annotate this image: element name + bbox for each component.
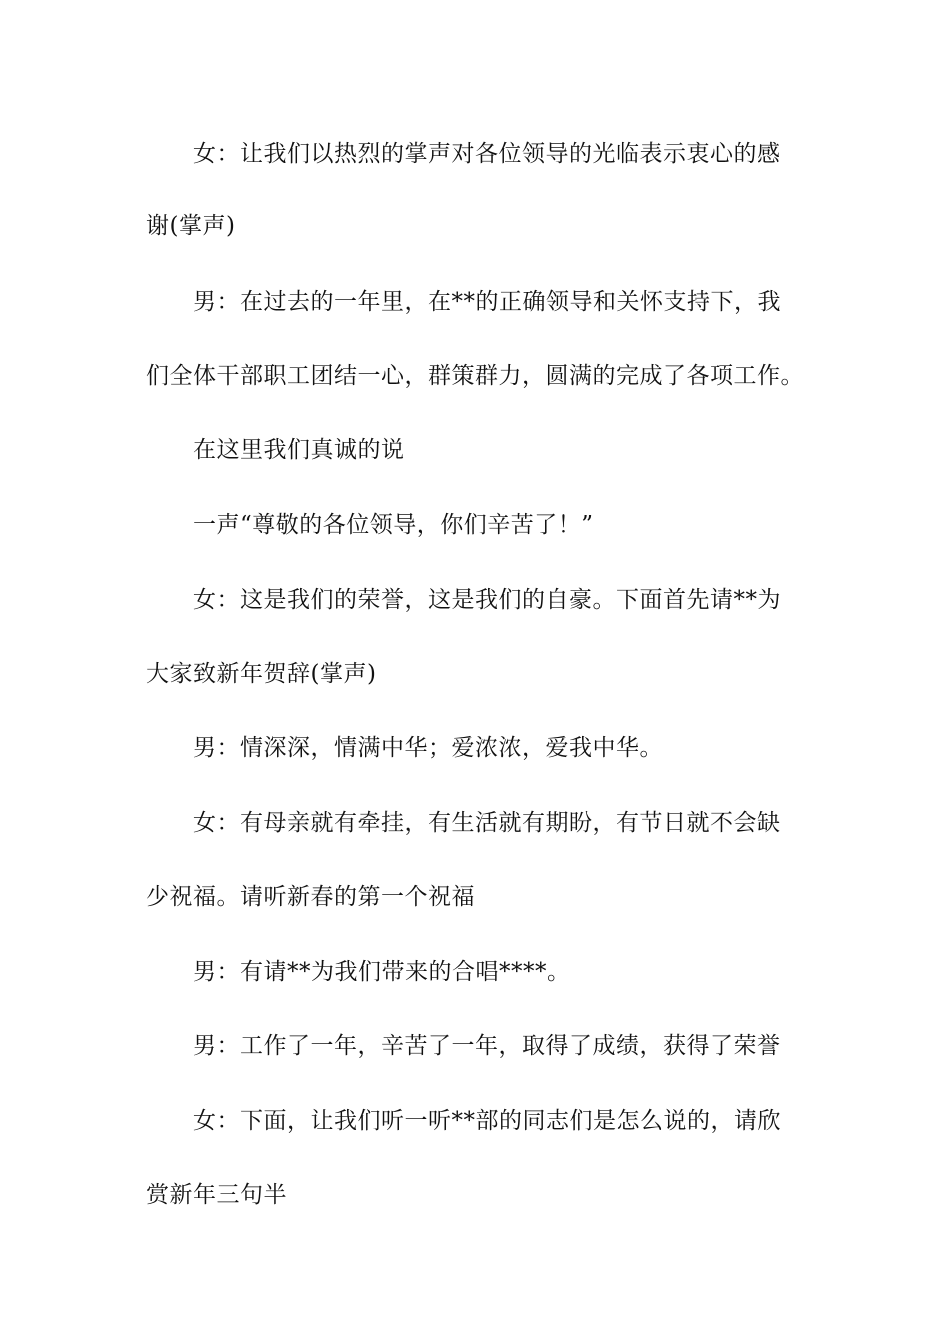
text-line: 女：这是我们的荣誉，这是我们的自豪。下面首先请**为 — [193, 587, 781, 613]
text-line: 少祝福。请听新春的第一个祝福 — [146, 884, 475, 910]
text-line: 女：有母亲就有牵挂，有生活就有期盼，有节日就不会缺 — [193, 810, 781, 836]
text-line: 赏新年三句半 — [146, 1182, 287, 1208]
text-line: 女：让我们以热烈的掌声对各位领导的光临表示衷心的感 — [193, 141, 781, 167]
text-line: 谢(掌声) — [146, 213, 236, 239]
text-line: 女：下面，让我们听一听**部的同志们是怎么说的，请欣 — [193, 1108, 781, 1134]
text-line: 男：在过去的一年里，在**的正确领导和关怀支持下，我 — [193, 289, 781, 315]
text-line: 男：有请**为我们带来的合唱****。 — [193, 959, 571, 985]
text-line: 一声“尊敬的各位领导，你们辛苦了！” — [193, 512, 594, 538]
text-line: 男：工作了一年，辛苦了一年，取得了成绩，获得了荣誉 — [193, 1033, 781, 1059]
text-line: 男：情深深，情满中华；爱浓浓，爱我中华。 — [193, 735, 663, 761]
text-line: 大家致新年贺辞(掌声) — [146, 661, 377, 687]
text-line: 们全体干部职工团结一心，群策群力，圆满的完成了各项工作。 — [146, 363, 804, 389]
text-line: 在这里我们真诚的说 — [193, 437, 405, 463]
